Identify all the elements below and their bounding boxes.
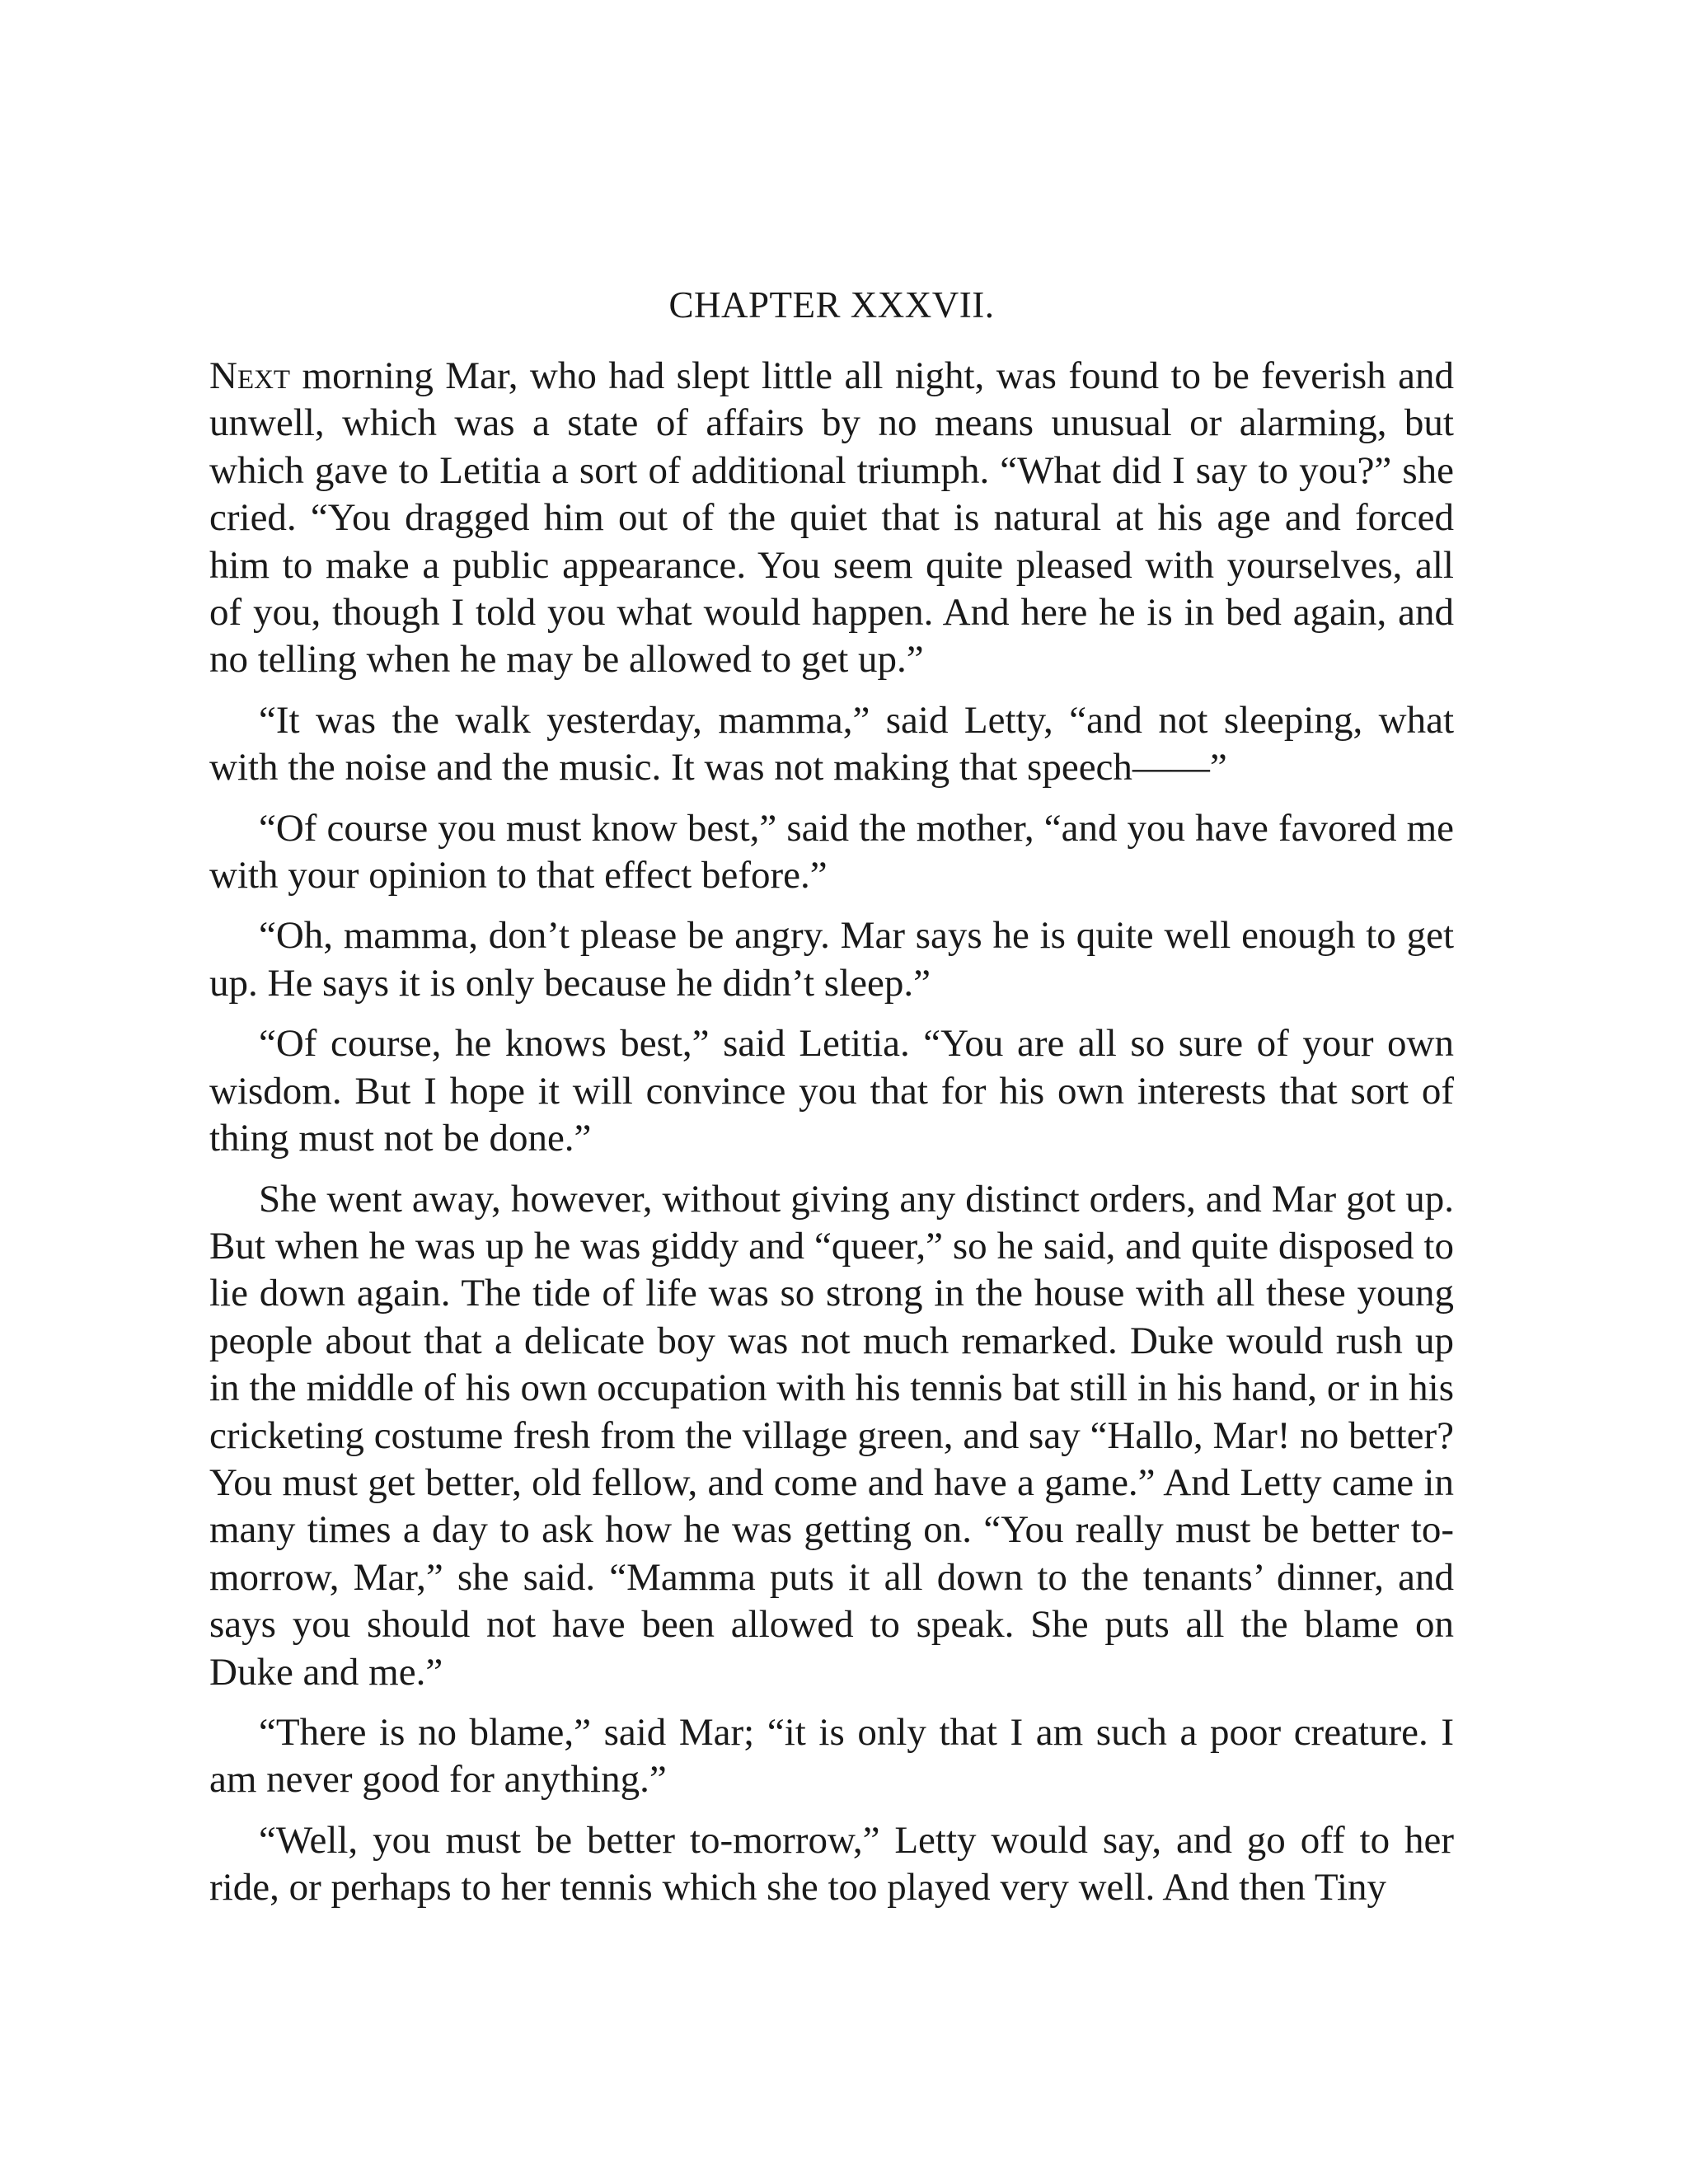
paragraph-text: morning Mar, who had slept little all night, was found to be feverish and unwell, which was a state of affairs by no means unusual or alarming, but which gave to Letitia a sort of additional triumph. “What did I say to you?” she cried. “You dragged him out of the quiet that is natural at his age and forced him to make a public appearance. You seem quite pleased with yourselves, all of you, though I told you what would happen. And here he is in bed again, and no telling when he may be allowed to get up.” — [209, 354, 1454, 682]
paragraph: “Well, you must be better to-morrow,” Letty would say, and go off to her ride, or perhaps to her tennis which she too played very well. And then Tiny — [209, 1818, 1454, 1910]
paragraph: “It was the walk yesterday, mamma,” said Letty, “and not sleeping, what with the noise and the music. It was not making that speech——” — [209, 698, 1454, 790]
paragraph: “Oh, mamma, don’t please be angry. Mar says he is quite well enough to get up. He says it is only because he didn’t sleep.” — [209, 914, 1454, 1005]
paragraph: “Of course, he knows best,” said Letitia. “You are all so sure of your own wisdom. But I hope it will convince you that for his own interests that sort of thing must not be done.” — [209, 1022, 1454, 1160]
chapter-heading: CHAPTER XXXVII. — [668, 284, 995, 326]
paragraph: “There is no blame,” said Mar; “it is only that I am such a poor creature. I am never good for anything.” — [209, 1710, 1454, 1802]
drop-lead-word: Next — [209, 354, 291, 397]
paragraph: “Of course you must know best,” said the mother, “and you have favored me with your opinion to that effect before.” — [209, 806, 1454, 898]
paragraph: She went away, however, without giving any distinct orders, and Mar got up. But when he was up he was giddy and “queer,” so he said, and quite disposed to lie down again. The tide of life was so strong in the house with all these young people about that a delicate boy was not much remarked. Duke would rush up in the middle of his own occupation with his tennis bat still in his hand, or in his cricketing costume fresh from the village green, and say “Hallo, Mar! no better? You must get better, old fellow, and come and have a game.” And Letty came in many times a day to ask how he was getting on. “You really must be better to-morrow, Mar,” she said. “Mamma puts it all down to the tenants’ dinner, and says you should not have been allowed to speak. She puts all the blame on Duke and me.” — [209, 1177, 1454, 1694]
book-page — [209, 280, 1454, 1925]
paragraph — [209, 353, 1454, 684]
